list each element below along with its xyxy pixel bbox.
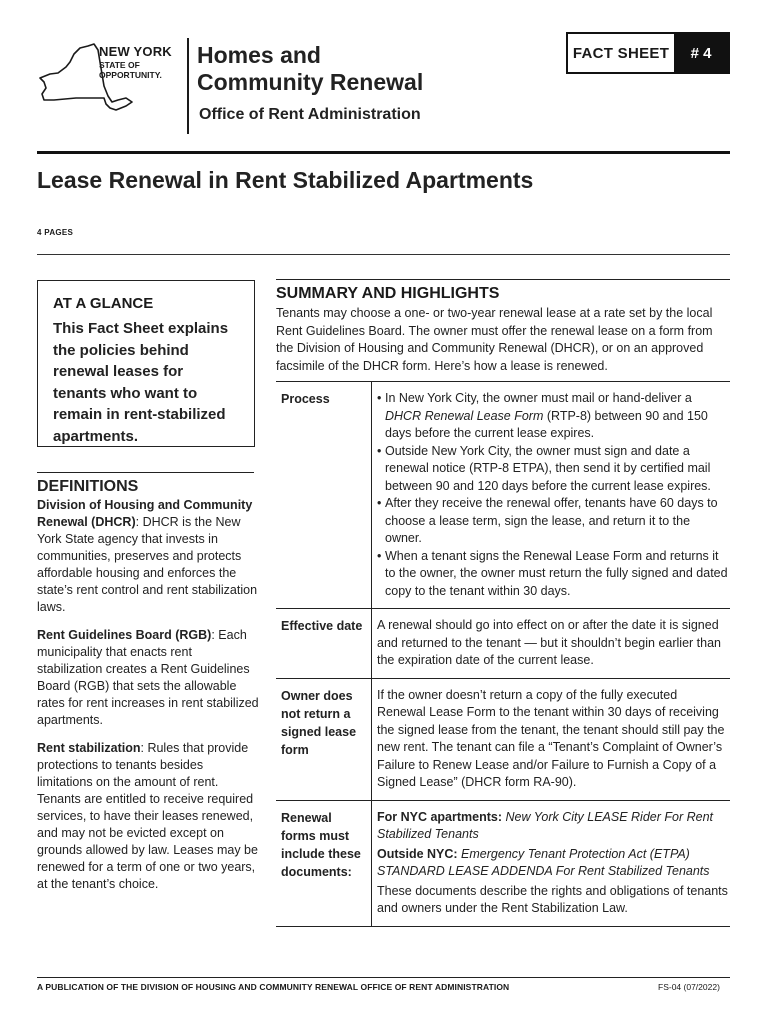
definition-item — [37, 740, 259, 893]
nyc-document-name: New York City LEASE Rider For Rent Stabilized Tenants — [377, 809, 713, 841]
page-title: Lease Renewal in Rent Stabilized Apartments — [37, 167, 534, 193]
bullet-glyph: • — [377, 443, 382, 458]
definition-term: Division of Housing and Community Renewal (DHCR) — [37, 498, 253, 529]
definition-separator: : — [135, 515, 140, 529]
row-label-process: Process — [276, 382, 372, 609]
table-row — [276, 382, 730, 609]
outside-nyc-document-name: Emergency Tenant Protection Act (ETPA) STANDARD LEASE ADDENDA For Rent Stabilized Tenants — [377, 846, 710, 878]
fact-sheet-number: # 4 — [674, 34, 728, 72]
agency-name — [197, 42, 423, 96]
definition-separator: : — [211, 628, 215, 642]
outside-nyc-label: Outside NYC: — [377, 846, 458, 861]
nyc-documents — [377, 809, 728, 844]
process-bullet-2-text: Outside New York City, the owner must sign and date a renewal notice (RTP-8 ETPA), then send it by certified mail between 90 and 120 days before the current lease expires. — [385, 443, 711, 493]
table-row — [276, 609, 730, 679]
process-bullet-4-text: When a tenant signs the Renewal Lease Form and returns it to the owner, the owner must return the fully signed and dated copy to the tenant within 30 days. — [385, 548, 728, 598]
outside-nyc-documents — [377, 846, 728, 881]
header-divider — [187, 38, 189, 134]
fact-sheet-badge — [566, 32, 730, 74]
row-label-renewal-forms: Renewal forms must include these documents: — [276, 800, 372, 926]
definition-text: DHCR is the New York State agency that invests in communities, preserves and protects affordable housing and enforces the state’s rent control and rent stabilization laws. — [37, 515, 258, 614]
summary-intro: Tenants may choose a one- or two-year renewal lease at a rate set by the local Rent Guidelines Board. The owner must offer the renewal lease on a form from the Division of Housing and Community Renewal (DHCR), or on an approved facsimile of the DHCR form. Here’s how a lease is renewed. — [276, 306, 713, 373]
form-name-italic: DHCR Renewal Lease Form — [385, 408, 544, 423]
row-label-effective-date: Effective date — [276, 609, 372, 679]
at-a-glance-box — [37, 280, 255, 447]
header-rule — [37, 151, 730, 154]
definition-term: Rent Guidelines Board (RGB) — [37, 628, 212, 642]
highlights-table — [276, 381, 730, 927]
title-rule — [37, 254, 730, 255]
list-item — [377, 495, 728, 548]
ny-wordmark: NEW YORK — [99, 44, 172, 59]
footer-publication-line: A PUBLICATION OF THE DIVISION OF HOUSING AND COMMUNITY RENEWAL OFFICE OF RENT ADMINISTRATION — [37, 982, 510, 992]
process-bullet-3-text: After they receive the renewal offer, tenants have 60 days to choose a lease term, sign the lease, and return it to the owner. — [385, 496, 718, 545]
at-a-glance-heading: AT A GLANCE — [53, 295, 154, 312]
row-value-effective-date: A renewal should go into effect on or after the date it is signed and returned to the tenant — but it shouldn’t begin earlier than the expiration date of the current lease. — [372, 609, 731, 679]
definitions-rule — [37, 472, 254, 473]
documents-note: These documents describe the rights and obligations of tenants and owners under the Rent Stabilization Law. — [377, 883, 728, 915]
summary-rule — [276, 279, 730, 280]
row-label-owner-no-return: Owner does not return a signed lease form — [276, 678, 372, 800]
table-row — [276, 800, 730, 926]
agency-name-line2: Community Renewal — [197, 69, 424, 95]
process-bullet-1-text-end: (RTP-8) between 90 and 150 days before the current lease expires. — [385, 408, 708, 440]
bullet-glyph: • — [377, 548, 382, 563]
process-bullet-1-text: In New York City, the owner must mail or hand-deliver a — [385, 391, 692, 405]
bullet-glyph: • — [377, 391, 382, 405]
definition-item — [37, 497, 259, 616]
list-item — [377, 548, 728, 601]
ny-tagline-line1: STATE OF — [99, 60, 140, 70]
row-value-renewal-forms — [372, 800, 731, 926]
row-value-owner-no-return: If the owner doesn’t return a copy of the fully executed Renewal Lease Form to the tenant within 30 days of receiving the signed lease from the tenant, the tenant should still pay the new rent. The tenant can file a “Tenant’s Complaint of Owner’s Failure to Renew Lease and/or Failure to Furnish a Copy of a Signed Lease” (DHCR form RA-90). — [372, 678, 731, 800]
page-count: 4 PAGES — [37, 228, 74, 237]
row-value-process — [372, 382, 731, 609]
summary-heading: SUMMARY AND HIGHLIGHTS — [276, 285, 500, 302]
definition-term: Rent stabilization — [37, 741, 141, 755]
definition-item — [37, 627, 259, 729]
fact-sheet-label: FACT SHEET — [572, 44, 670, 62]
ny-tagline-line2: OPPORTUNITY. — [99, 70, 162, 80]
nyc-label: For NYC apartments: — [377, 809, 503, 824]
footer-form-code: FS-04 (07/2022) — [658, 982, 720, 992]
definitions-heading: DEFINITIONS — [37, 478, 139, 495]
bullet-glyph: • — [377, 496, 382, 510]
list-item — [377, 443, 728, 496]
agency-name-line1: Homes and — [197, 42, 321, 68]
list-item — [377, 390, 728, 443]
ny-tagline — [99, 60, 162, 80]
definition-text: Each municipality that enacts rent stabilization creates a Rent Guidelines Board (RGB) that sets the allowable rates for rent increases in rent stabilized apartments. — [37, 628, 259, 727]
table-row — [276, 678, 730, 800]
footer-rule — [37, 977, 730, 978]
definitions-section — [37, 478, 259, 904]
office-name: Office of Rent Administration — [199, 106, 421, 123]
definition-separator: : — [140, 741, 144, 755]
definition-text: Rules that provide protections to tenants besides limitations on the amount of rent. Tenants are entitled to receive required services, to have their leases renewed, and may not be evicted except on grounds allowed by law. Leases may be renewed for a term of one or two years, at the tenant’s choice. — [37, 741, 258, 891]
at-a-glance-text: This Fact Sheet explains the policies behind renewal leases for tenants who want to remain in rent-stabilized apartments. — [53, 320, 229, 445]
